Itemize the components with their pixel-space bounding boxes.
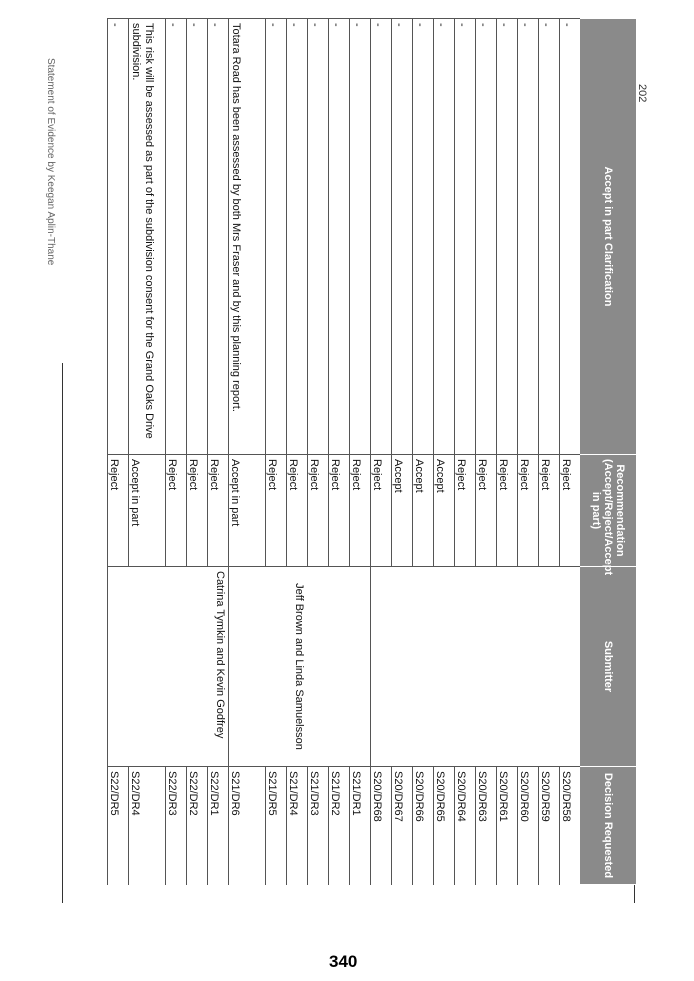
footer-page-number: 340: [329, 952, 358, 971]
cell-decision: S20/DR65: [434, 767, 455, 885]
cell-decision: S22/DR1: [208, 767, 229, 885]
cell-recommendation: Reject: [371, 455, 392, 567]
cell-decision: S20/DR63: [476, 767, 497, 885]
cell-decision: S20/DR67: [392, 767, 413, 885]
cell-recommendation: Reject: [497, 455, 518, 567]
cell-decision: S21/DR6: [229, 767, 266, 885]
cell-decision: S21/DR5: [266, 767, 287, 885]
cell-recommendation: Reject: [308, 455, 329, 567]
cell-submitter-s20: [371, 567, 581, 767]
cell-clarification: -: [497, 19, 518, 455]
cell-clarification: -: [413, 19, 434, 455]
header-clarification: Accept in part Clarification: [580, 19, 636, 455]
cell-clarification: -: [308, 19, 329, 455]
cell-recommendation: Reject: [266, 455, 287, 567]
header-submitter: Submitter: [580, 567, 636, 767]
cell-clarification: This risk will be assessed as part of the subdivision consent for the Grand Oaks Drive subdivision.: [129, 19, 166, 455]
decisions-table: [107, 18, 636, 885]
cell-recommendation: Reject: [166, 455, 187, 567]
cell-clarification: -: [371, 19, 392, 455]
cell-decision: S20/DR59: [539, 767, 560, 885]
cell-decision: S21/DR2: [329, 767, 350, 885]
cell-recommendation: Accept: [434, 455, 455, 567]
decisions-table-container: [66, 18, 636, 884]
cell-decision: S20/DR61: [497, 767, 518, 885]
cell-decision: S22/DR5: [108, 767, 129, 885]
cell-recommendation: Accept: [392, 455, 413, 567]
cell-recommendation: Accept: [413, 455, 434, 567]
cell-recommendation: Reject: [539, 455, 560, 567]
cell-recommendation: Reject: [350, 455, 371, 567]
cell-recommendation: Reject: [476, 455, 497, 567]
cell-clarification: -: [108, 19, 129, 455]
cell-decision: S22/DR2: [187, 767, 208, 885]
cell-recommendation: Reject: [455, 455, 476, 567]
cell-clarification: -: [455, 19, 476, 455]
table-row: [208, 19, 229, 885]
cell-recommendation: Accept in part: [229, 455, 266, 567]
cell-recommendation: Reject: [287, 455, 308, 567]
page-header: Statement of Evidence by Keegan Aplin-Thane: [45, 58, 56, 266]
cell-decision: S20/DR58: [560, 767, 581, 885]
cell-clarification: -: [166, 19, 187, 455]
cell-clarification: -: [187, 19, 208, 455]
cell-decision: S22/DR4: [129, 767, 166, 885]
cell-recommendation: Reject: [108, 455, 129, 567]
header-recommendation: Recommendation (Accept/Reject/Accept in part): [580, 455, 636, 567]
cell-decision: S22/DR3: [166, 767, 187, 885]
cell-clarification: -: [208, 19, 229, 455]
cell-clarification: -: [560, 19, 581, 455]
cell-clarification: -: [434, 19, 455, 455]
cell-submitter-s21: Jeff Brown and Linda Samuelsson: [229, 567, 371, 767]
cell-decision: S20/DR68: [371, 767, 392, 885]
cell-decision: S21/DR4: [287, 767, 308, 885]
cell-clarification: -: [392, 19, 413, 455]
header-decision: Decision Requested: [580, 767, 636, 885]
cell-clarification: -: [350, 19, 371, 455]
cell-recommendation: Reject: [518, 455, 539, 567]
cell-recommendation: Reject: [208, 455, 229, 567]
cell-clarification: -: [287, 19, 308, 455]
cell-decision: S20/DR60: [518, 767, 539, 885]
cell-submitter-s22: Catrina Tymkin and Kevin Godfrey: [108, 567, 229, 767]
cell-recommendation: Reject: [560, 455, 581, 567]
cell-decision: S20/DR64: [455, 767, 476, 885]
cell-decision: S21/DR3: [308, 767, 329, 885]
table-row: [350, 19, 371, 885]
cell-clarification: -: [476, 19, 497, 455]
cell-recommendation: Reject: [187, 455, 208, 567]
cell-clarification: -: [329, 19, 350, 455]
cell-decision: S21/DR1: [350, 767, 371, 885]
cell-clarification: Totara Road has been assessed by both Mrs Fraser and by this planning report.: [229, 19, 266, 455]
top-rule-left: [62, 363, 63, 903]
page-number-rotated: 202: [636, 84, 648, 103]
table-header-row: [580, 19, 636, 885]
cell-clarification: -: [518, 19, 539, 455]
cell-recommendation: Reject: [329, 455, 350, 567]
cell-decision: S20/DR66: [413, 767, 434, 885]
cell-clarification: -: [266, 19, 287, 455]
table-row: [560, 19, 581, 885]
cell-recommendation: Accept in part: [129, 455, 166, 567]
cell-clarification: -: [539, 19, 560, 455]
